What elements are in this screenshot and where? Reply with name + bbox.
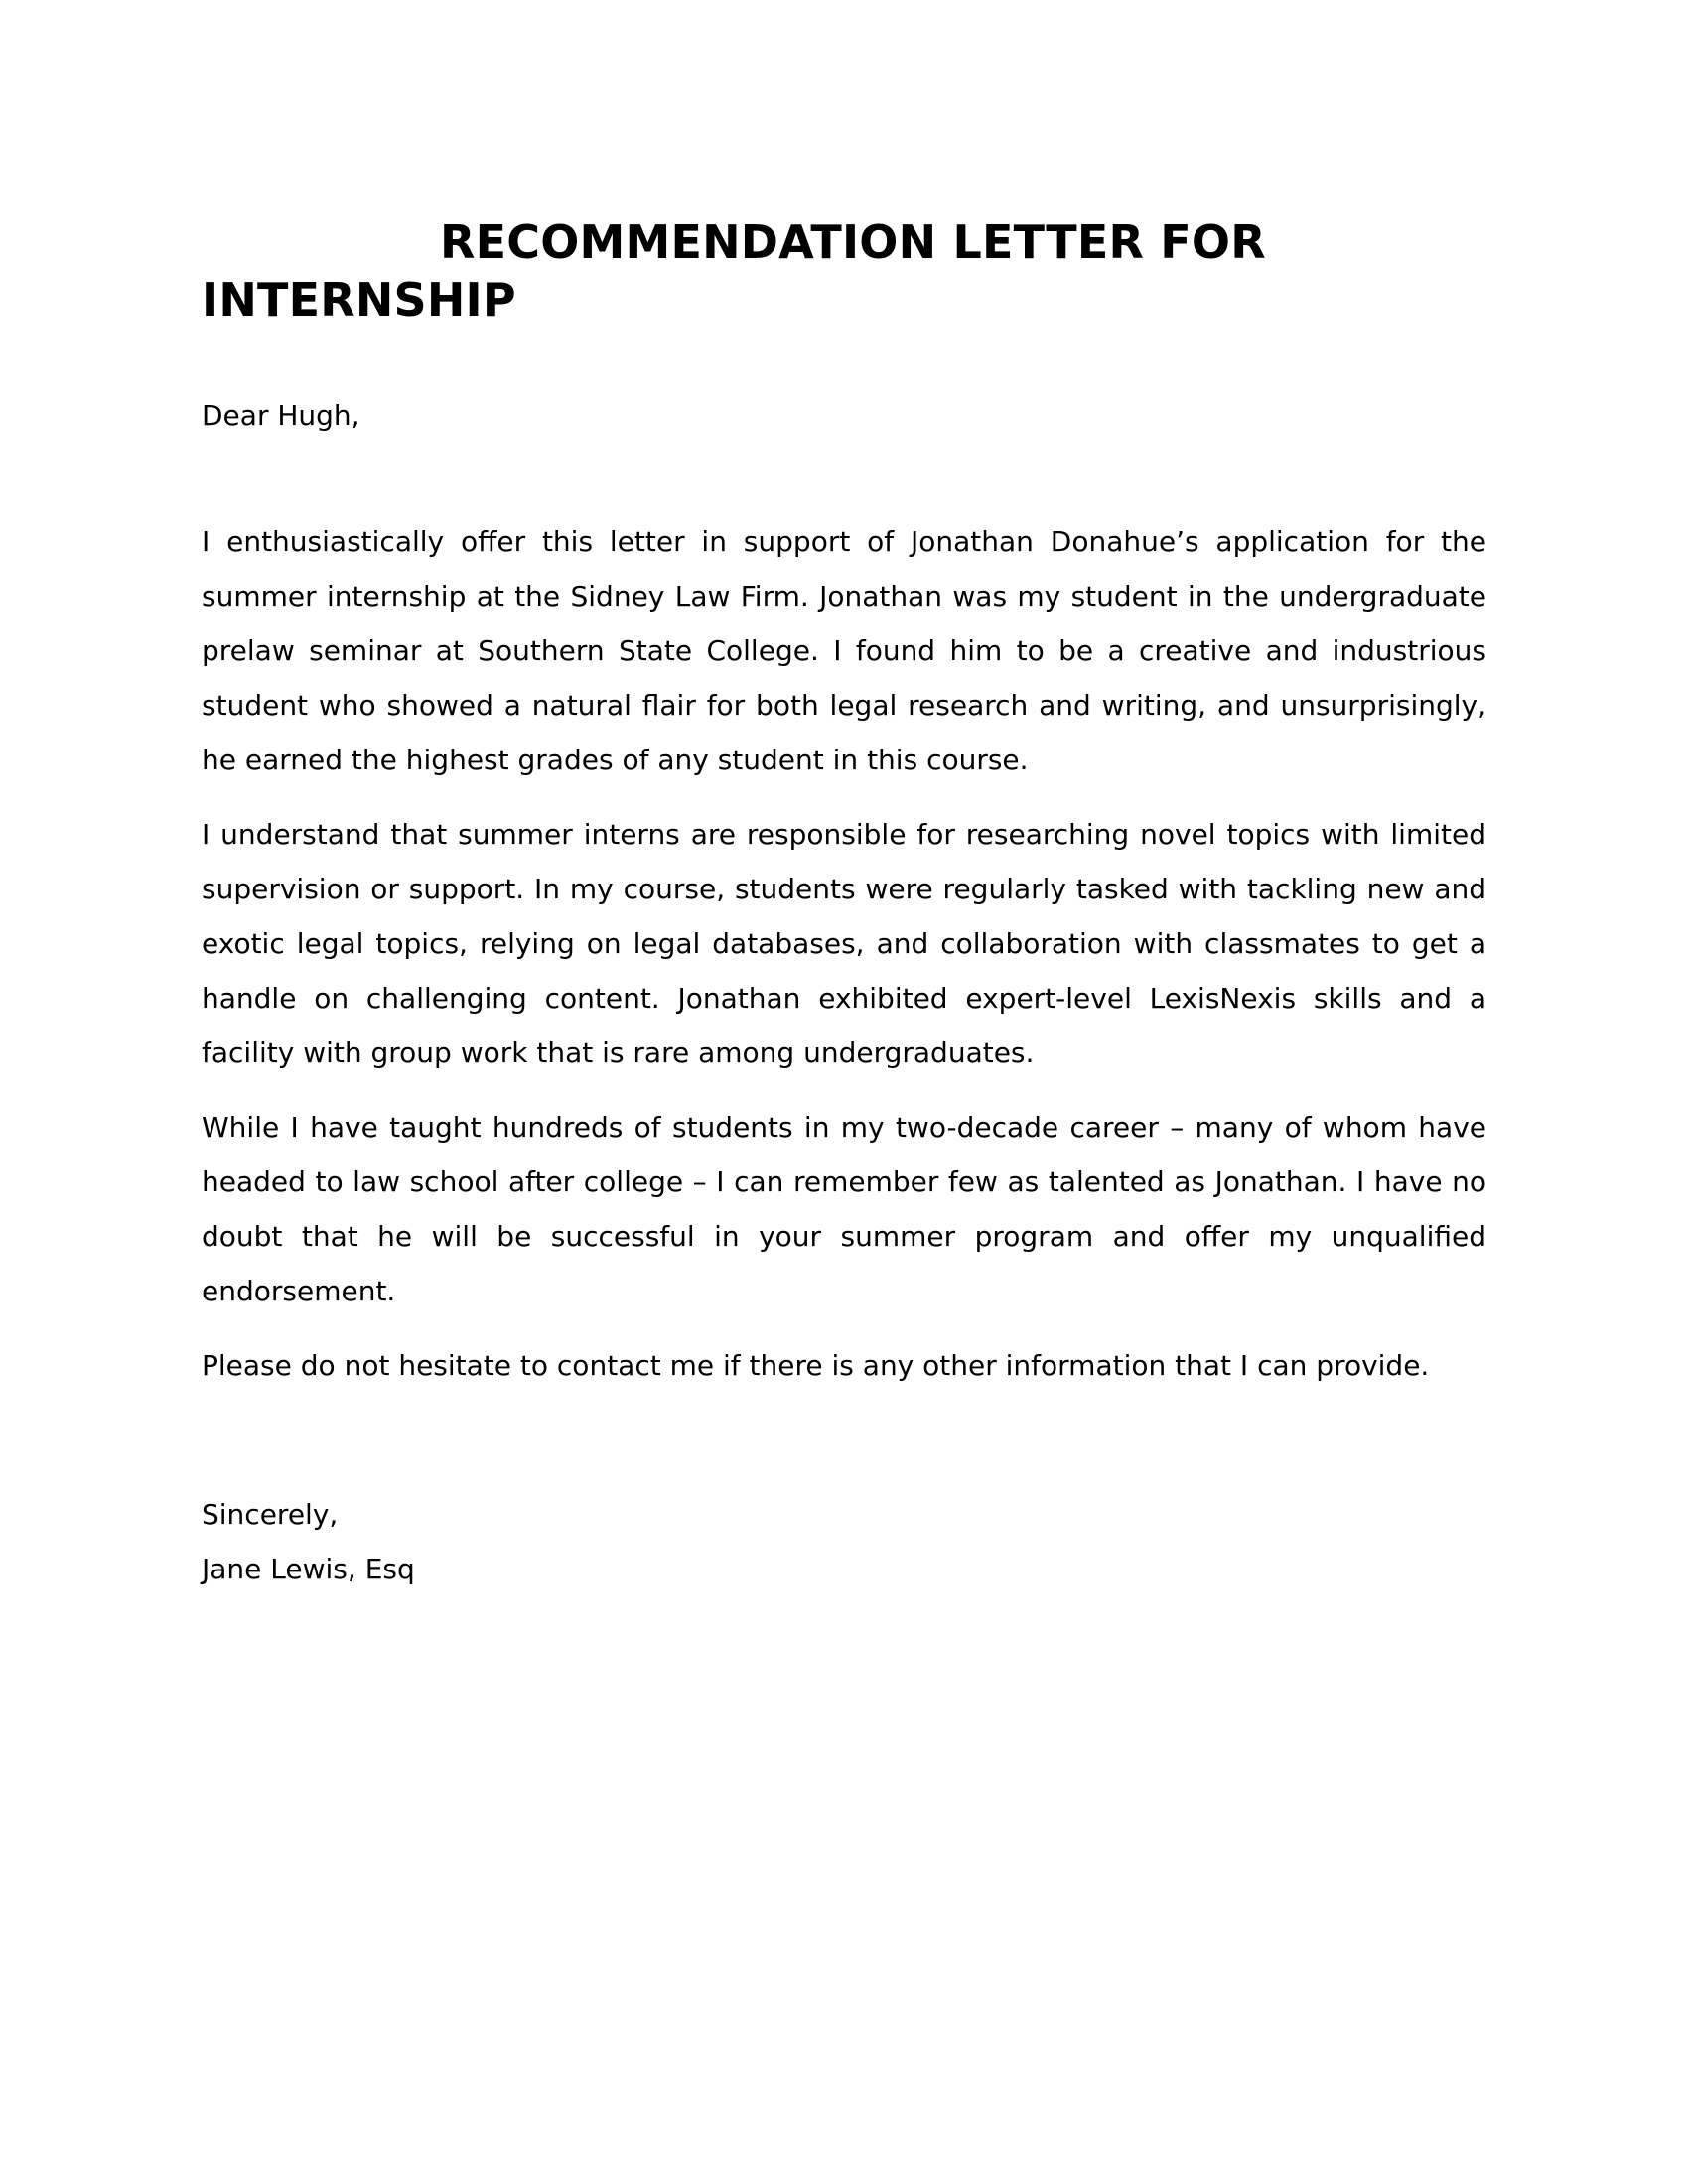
page-title: RECOMMENDATION LETTER FOR INTERNSHIP (202, 215, 1266, 327)
body-paragraph-2: I understand that summer interns are responsible for researching novel topics with limited supervision or support. In my course, students were regularly tasked with tackling new and exotic legal topics, relying on legal databases, and collaboration with classmates to get a handle on challenging content. Jonathan exhibited expert-level LexisNexis skills and a facility with group work that is rare among undergraduates. (202, 818, 1486, 1069)
signer-name: Jane Lewis, Esq (202, 1553, 415, 1585)
closing-block (202, 1393, 1486, 1596)
closing-salutation: Sincerely, (202, 1498, 339, 1531)
body-paragraph-3: While I have taught hundreds of students in my two-decade career – many of whom have headed to law school after college – I can remember few as talented as Jonathan. I have no doubt that he will be successful in your summer program and offer my unqualified endorsement. (202, 1111, 1486, 1307)
document-body (202, 0, 1486, 1596)
body-paragraph-4: Please do not hesitate to contact me if there is any other information that I can provide. (202, 1349, 1430, 1382)
body-paragraph-1: I enthusiastically offer this letter in support of Jonathan Donahue’s application for the summer internship at the Sidney Law Firm. Jonathan was my student in the undergraduate prelaw seminar at Southern State College. I found him to be a creative and industrious student who showed a natural flair for both legal research and writing, and unsurprisingly, he earned the highest grades of any student in this course. (202, 525, 1486, 776)
salutation: Dear Hugh, (202, 399, 360, 432)
